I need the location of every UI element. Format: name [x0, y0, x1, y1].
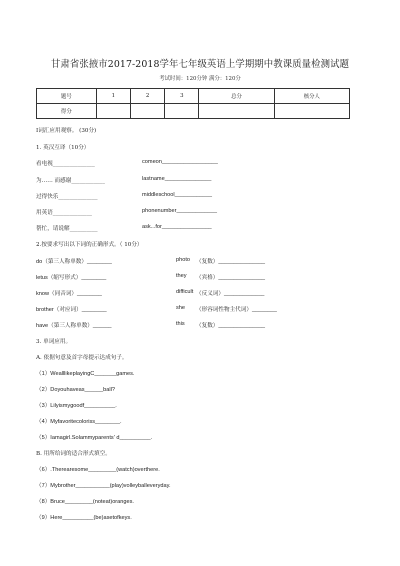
table-cell: 1 — [96, 89, 130, 104]
fill-blank-item: （4）Myfavoritecoloriss________. — [36, 419, 122, 425]
translation-item-left: 过得快乐______________ — [36, 194, 98, 200]
translation-item-right: phonenumber_____________ — [142, 208, 217, 214]
fill-blank-item: （9）Here__________(be)asetofkeys. — [36, 515, 132, 521]
word-form-word: she — [176, 305, 186, 311]
table-cell — [274, 104, 349, 119]
word-form-item: brother（对应词）________ — [36, 307, 107, 313]
translation-item-left: 用英语______________ — [36, 210, 92, 216]
word-form-word: photo — [176, 257, 190, 263]
word-form-word: this — [176, 321, 185, 327]
table-cell — [130, 104, 164, 119]
word-form-item: letus（缩写形式）________ — [36, 275, 107, 281]
table-cell — [96, 104, 130, 119]
table-cell: 3 — [165, 89, 199, 104]
word-form-blank: （复数）_______________ — [196, 323, 266, 329]
fill-blank-item: （8）Bruce_________(noteat)oranges. — [36, 499, 134, 505]
translation-item-right: lastname_______________ — [142, 176, 212, 182]
exam-title: 甘肃省张掖市2017-2018学年七年级英语上学期期中教课质量检测试题 — [50, 59, 350, 70]
word-form-word: they — [176, 273, 187, 279]
fill-blank-item: （7）Mybrother___________(play)volleyballeveryday. — [36, 483, 171, 489]
part-heading: 1. 英汉互译（10分） — [36, 145, 90, 151]
translation-item-left: 为…… 而感谢____________ — [36, 178, 105, 184]
word-form-item: have（第三人称单数）______ — [36, 323, 112, 329]
word-form-item: do（第三人称单数）________ — [36, 259, 112, 265]
table-cell: 总分 — [199, 89, 274, 104]
fill-blank-item: （5）Iamagirl.Solammyparents' d__________. — [36, 435, 153, 441]
translation-item-right: middleschool____________ — [142, 192, 212, 198]
translation-item-right: ask...for________________ — [142, 224, 212, 230]
table-cell — [165, 104, 199, 119]
fill-blank-item: （3）Lilyismygoodf__________. — [36, 403, 117, 409]
section-heading: Ⅰ词汇应用观察。 (30分) — [36, 128, 97, 134]
fill-blank-item: （2）Doyouhaveas______ball? — [36, 387, 115, 393]
translation-item-left: 帮忙，请说解__________ — [36, 226, 98, 232]
subpart-heading: B. 用所给词的适合形式填空。 — [36, 451, 111, 457]
translation-item-left: 看电视_______________ — [36, 161, 95, 167]
word-form-blank: （反义词）_____________ — [196, 291, 265, 297]
word-form-word: difficult — [176, 289, 194, 295]
translation-item-right: comeon__________________ — [142, 159, 218, 165]
word-form-blank: （形容词性物主代词）________ — [196, 307, 277, 313]
score-table-score-row — [37, 104, 350, 119]
table-cell — [199, 104, 274, 119]
score-table-header-row — [37, 89, 350, 104]
part-heading: 2.按要求写出以下词的正确形式。（ 10分） — [36, 242, 143, 248]
fill-blank-item: （1）WealllikeplayingC_______games. — [36, 371, 135, 377]
table-cell: 得分 — [37, 104, 97, 119]
table-cell: 核分人 — [274, 89, 349, 104]
score-table — [36, 88, 350, 119]
table-cell: 题号 — [37, 89, 97, 104]
subpart-heading: A. 依据句意及首字母提示达成句子。 — [36, 355, 128, 361]
word-form-item: know（同音词）________ — [36, 291, 102, 297]
exam-subtitle: 考试时间：120分钟 满分：120分 — [159, 76, 241, 82]
part-heading: 3. 单词应用。 — [36, 339, 72, 345]
table-cell: 2 — [130, 89, 164, 104]
word-form-blank: （复数）_______________ — [196, 259, 266, 265]
fill-blank-item: （6）.Therearesome_________(watch)overthere. — [36, 467, 160, 473]
word-form-blank: （宾格）_______________ — [196, 275, 266, 281]
